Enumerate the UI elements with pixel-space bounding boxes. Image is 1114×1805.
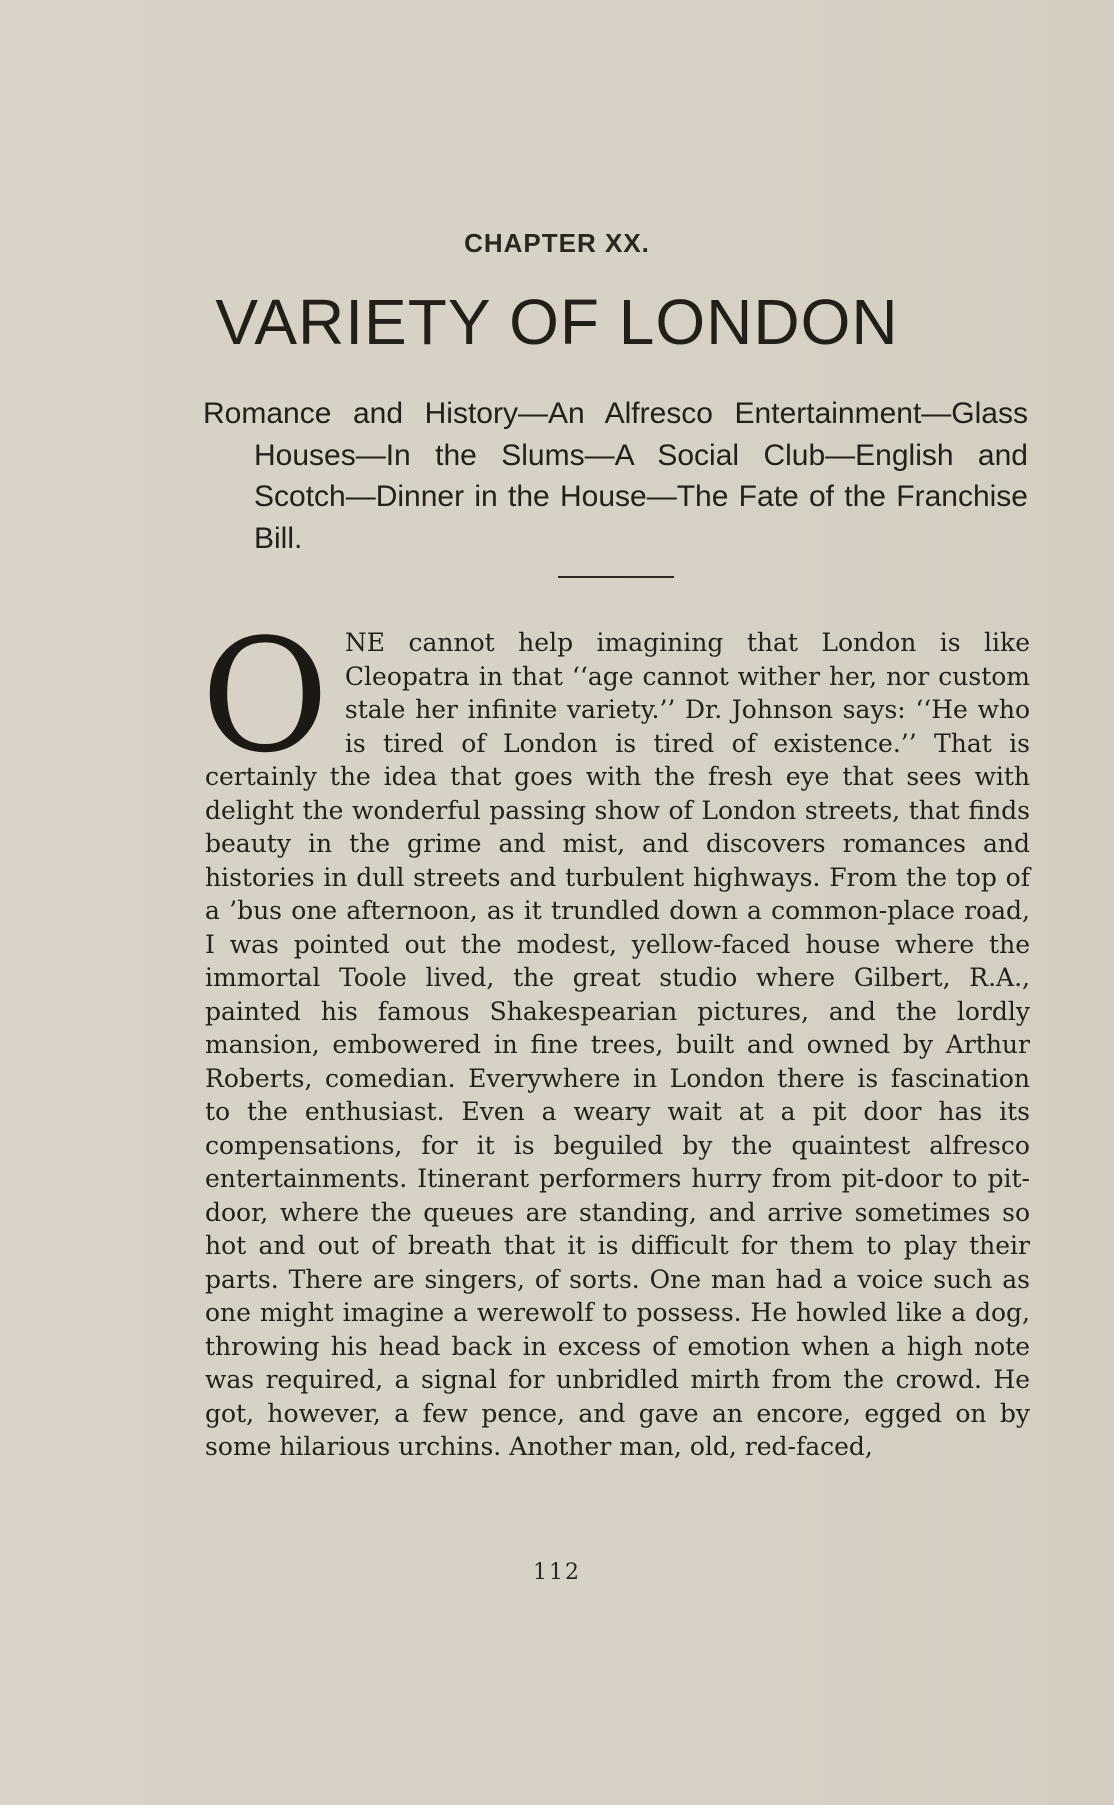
chapter-summary: Romance and History—An Alfresco Entertainment—Glass Houses—In the Slums—A Social Club—English and Scotch—Dinner in the House—The Fate of the Franchise Bill.: [203, 397, 1028, 555]
chapter-number: CHAPTER XX.: [464, 228, 650, 258]
body-paragraph: [201, 605, 1030, 1464]
section-divider: [558, 576, 674, 578]
drop-cap: O: [201, 605, 329, 787]
body-paragraph-text: NE cannot help imagining that London is like Cleopatra in that ‘‘age cannot wither her, nor custom stale her infinite variety.’’ Dr. Johnson says: ‘‘He who is tired of London is tired of existence.’’ That is certainly the idea that goes with the fresh eye that sees with delight the wonderful passing show of London streets, that finds beauty in the grime and mist, and discovers romances and histories in dull streets and turbulent highways. From the top of a ’bus one afternoon, as it trundled down a common-place road, I was pointed out the modest, yellow-faced house where the immortal Toole lived, the great studio where Gilbert, R.A., painted his famous Shakespearian pictures, and the lordly mansion, embowered in fine trees, built and owned by Arthur Roberts, comedian. Everywhere in London there is fascination to the enthusiast. Even a weary wait at a pit door has its compensations, for it is beguiled by the quaintest alfresco entertainments. Itinerant performers hurry from pit-door to pit-door, where the queues are standing, and arrive sometimes so hot and out of breath that it is difficult for them to play their parts. There are singers, of sorts. One man had a voice such as one might imagine a werewolf to possess. He howled like a dog, throwing his head back in excess of emotion when a high note was required, a signal for unbridled mirth from the crowd. He got, however, a few pence, and gave an encore, egged on by some hilarious urchins. Another man, old, red-faced,: [205, 628, 1030, 1461]
page-number: 112: [533, 1560, 581, 1585]
chapter-title: VARIETY OF LONDON: [215, 286, 899, 358]
